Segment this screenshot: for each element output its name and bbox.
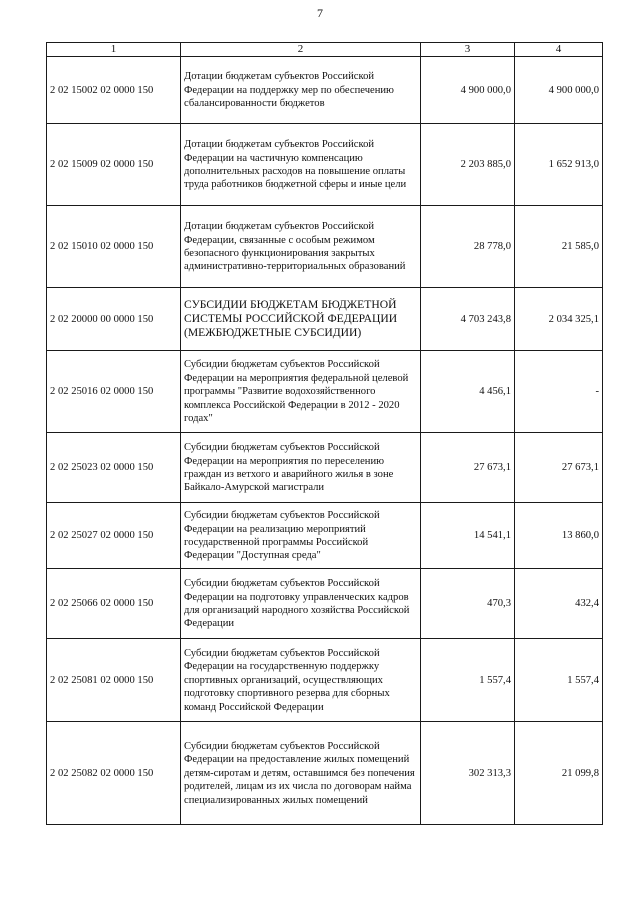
description-cell: Субсидии бюджетам субъектов Российской Федерации на предоставление жилых помещений детям-сиротам и детям, оставшимся без попечения родителей, лицам из их числа по договорам найма специализированных жилых помещений	[181, 722, 421, 825]
amount-col3-cell: 4 703 243,8	[421, 288, 515, 351]
budget-code-cell: 2 02 25027 02 0000 150	[47, 503, 181, 569]
description-cell: Дотации бюджетам субъектов Российской Федерации на частичную компенсацию дополнительных расходов на повышение оплаты труда работников бюджетной сферы и иные цели	[181, 124, 421, 206]
table-row	[47, 433, 603, 503]
table-row	[47, 351, 603, 433]
amount-col4-cell: 4 900 000,0	[515, 57, 603, 124]
column-header-4: 4	[515, 43, 603, 57]
description-cell: Субсидии бюджетам субъектов Российской Федерации на государственную поддержку спортивных организаций, осуществляющих подготовку спортивного резерва для сборных команд Российской Федерации	[181, 639, 421, 722]
budget-code-cell: 2 02 25023 02 0000 150	[47, 433, 181, 503]
amount-col3-cell: 302 313,3	[421, 722, 515, 825]
amount-col3-cell: 27 673,1	[421, 433, 515, 503]
amount-col4-cell: 21 099,8	[515, 722, 603, 825]
header-row	[47, 43, 603, 57]
table-body	[47, 57, 603, 825]
table-row	[47, 206, 603, 288]
budget-code-cell: 2 02 15009 02 0000 150	[47, 124, 181, 206]
description-cell: Дотации бюджетам субъектов Российской Федерации, связанные с особым режимом безопасного функционирования закрытых административно-территориальных образований	[181, 206, 421, 288]
amount-col4-cell: 1 652 913,0	[515, 124, 603, 206]
amount-col4-cell: 21 585,0	[515, 206, 603, 288]
table-header	[47, 43, 603, 57]
table-row	[47, 503, 603, 569]
amount-col3-cell: 28 778,0	[421, 206, 515, 288]
table-row	[47, 569, 603, 639]
budget-code-cell: 2 02 15010 02 0000 150	[47, 206, 181, 288]
amount-col3-cell: 1 557,4	[421, 639, 515, 722]
budget-code-cell: 2 02 15002 02 0000 150	[47, 57, 181, 124]
budget-code-cell: 2 02 25082 02 0000 150	[47, 722, 181, 825]
amount-col3-cell: 470,3	[421, 569, 515, 639]
amount-col4-cell: 27 673,1	[515, 433, 603, 503]
budget-code-cell: 2 02 25081 02 0000 150	[47, 639, 181, 722]
amount-col3-cell: 14 541,1	[421, 503, 515, 569]
amount-col3-cell: 4 900 000,0	[421, 57, 515, 124]
column-header-3: 3	[421, 43, 515, 57]
table-row	[47, 124, 603, 206]
budget-code-cell: 2 02 25066 02 0000 150	[47, 569, 181, 639]
amount-col4-cell: 1 557,4	[515, 639, 603, 722]
budget-code-cell: 2 02 25016 02 0000 150	[47, 351, 181, 433]
table-row	[47, 57, 603, 124]
amount-col4-cell: -	[515, 351, 603, 433]
description-cell: Субсидии бюджетам субъектов Российской Федерации на реализацию мероприятий государственной программы Российской Федерации "Доступная среда"	[181, 503, 421, 569]
description-cell: Субсидии бюджетам субъектов Российской Федерации на мероприятия по переселению граждан из ветхого и аварийного жилья в зоне Байкало-Амурской магистрали	[181, 433, 421, 503]
description-cell: Субсидии бюджетам субъектов Российской Федерации на подготовку управленческих кадров для организаций народного хозяйства Российской Федерации	[181, 569, 421, 639]
table-row	[47, 639, 603, 722]
amount-col4-cell: 13 860,0	[515, 503, 603, 569]
amount-col4-cell: 432,4	[515, 569, 603, 639]
table-row	[47, 288, 603, 351]
page-number: 7	[317, 6, 323, 20]
description-cell: Субсидии бюджетам субъектов Российской Федерации на мероприятия федеральной целевой программы "Развитие водохозяйственного комплекса Российской Федерации в 2012 - 2020 годах"	[181, 351, 421, 433]
budget-table	[46, 42, 603, 825]
amount-col3-cell: 2 203 885,0	[421, 124, 515, 206]
description-cell: Дотации бюджетам субъектов Российской Федерации на поддержку мер по обеспечению сбалансированности бюджетов	[181, 57, 421, 124]
amount-col4-cell: 2 034 325,1	[515, 288, 603, 351]
amount-col3-cell: 4 456,1	[421, 351, 515, 433]
budget-code-cell: 2 02 20000 00 0000 150	[47, 288, 181, 351]
column-header-1: 1	[47, 43, 181, 57]
table-row	[47, 722, 603, 825]
description-cell: СУБСИДИИ БЮДЖЕТАМ БЮДЖЕТНОЙ СИСТЕМЫ РОССИЙСКОЙ ФЕДЕРАЦИИ (МЕЖБЮДЖЕТНЫЕ СУБСИДИИ)	[181, 288, 421, 351]
column-header-2: 2	[181, 43, 421, 57]
